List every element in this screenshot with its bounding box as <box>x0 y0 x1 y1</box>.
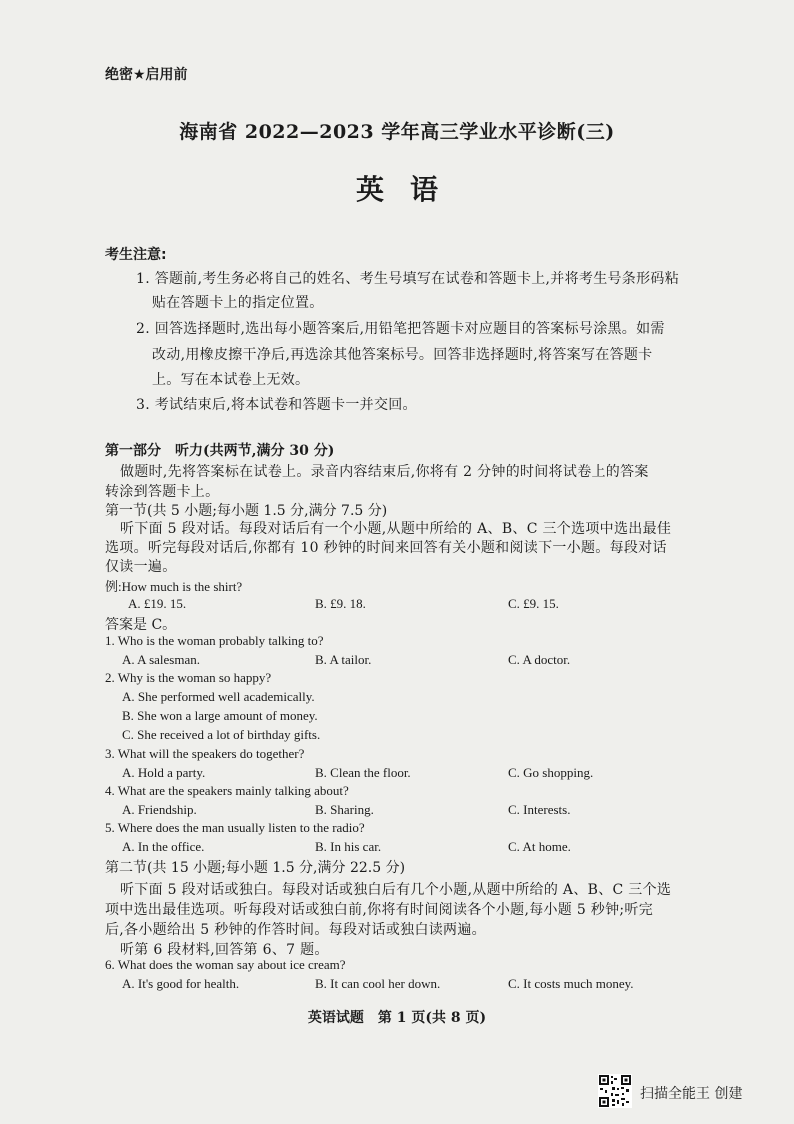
notice-line: 上。写在本试卷上无效。 <box>152 372 310 388</box>
question-4: 4. What are the speakers mainly talking about? <box>105 783 349 798</box>
option-b: B. It can cool her down. <box>315 976 441 991</box>
option-c: C. Interests. <box>508 802 571 817</box>
option-c: C. A doctor. <box>508 652 571 667</box>
section2-instruction: 听下面 5 段对话或独白。每段对话或独白后有几个小题,从题中所给的 A、B、C 三个选 <box>120 882 672 898</box>
scanner-watermark: 扫描全能王 创建 <box>640 1086 743 1102</box>
option-b: B. In his car. <box>315 839 382 854</box>
secret-label: 绝密★启用前 <box>105 67 188 83</box>
notice-line: 1. 答题前,考生务必将自己的姓名、考生号填写在试卷和答题卡上,并将考生号条形码粘 <box>136 271 680 287</box>
option-a: A. Hold a party. <box>122 765 206 780</box>
option-b: B. Clean the floor. <box>315 765 411 780</box>
section2-instruction: 后,各小题给出 5 秒钟的作答时间。每段对话或独白读两遍。 <box>105 922 486 938</box>
section1-instruction: 选项。听完每段对话后,你都有 10 秒钟的时间来回答有关小题和阅读下一小题。每段对话 <box>105 540 667 556</box>
notice-line: 2. 回答选择题时,选出每小题答案后,用铅笔把答题卡对应题目的答案标号涂黑。如需 <box>136 321 665 337</box>
qr-code-icon <box>598 1074 632 1108</box>
section2-heading: 第二节(共 15 小题;每小题 1.5 分,满分 22.5 分) <box>105 860 406 876</box>
page-footer: 英语试题 第 1 页(共 8 页) <box>307 1010 487 1026</box>
part1-heading: 第一部分 听力(共两节,满分 30 分) <box>105 443 335 459</box>
option-c: C. Go shopping. <box>508 765 594 780</box>
example-answer: 答案是 C。 <box>105 617 177 633</box>
option-c: C. It costs much money. <box>508 976 634 991</box>
option-a: A. Friendship. <box>122 802 197 817</box>
question-6: 6. What does the woman say about ice cream? <box>105 957 346 972</box>
example-question: 例:How much is the shirt? <box>105 579 243 594</box>
option-a: A. She performed well academically. <box>122 689 315 704</box>
option-a: A. A salesman. <box>122 652 200 667</box>
option-a: A. It's good for health. <box>122 976 240 991</box>
option-b: B. She won a large amount of money. <box>122 708 318 723</box>
option-c: C. At home. <box>508 839 571 854</box>
question-2: 2. Why is the woman so happy? <box>105 670 272 685</box>
notice-heading: 考生注意: <box>105 247 167 263</box>
intro-line: 做题时,先将答案标在试卷上。录音内容结束后,你将有 2 分钟的时间将试卷上的答案 <box>120 464 649 480</box>
question-1: 1. Who is the woman probably talking to? <box>105 633 324 648</box>
example-option-c: C. £9. 15. <box>508 596 559 611</box>
section1-instruction: 听下面 5 段对话。每段对话后有一个小题,从题中所给的 A、B、C 三个选项中选出最佳 <box>120 521 672 537</box>
subject-title: 英语 <box>355 173 464 206</box>
option-c: C. She received a lot of birthday gifts. <box>122 727 321 742</box>
intro-line: 转涂到答题卡上。 <box>105 484 220 500</box>
question-3: 3. What will the speakers do together? <box>105 746 305 761</box>
material-instruction: 听第 6 段材料,回答第 6、7 题。 <box>120 942 329 958</box>
exam-title: 海南省 2022—2023 学年高三学业水平诊断(三) <box>179 121 615 143</box>
section1-instruction: 仅读一遍。 <box>105 559 177 575</box>
section2-instruction: 项中选出最佳选项。听每段对话或独白前,你将有时间阅读各个小题,每小题 5 秒钟;听完 <box>105 902 654 918</box>
example-option-a: A. £19. 15. <box>128 596 187 611</box>
notice-line: 贴在答题卡上的指定位置。 <box>152 295 324 311</box>
option-a: A. In the office. <box>122 839 205 854</box>
question-5: 5. Where does the man usually listen to the radio? <box>105 820 365 835</box>
option-b: B. Sharing. <box>315 802 374 817</box>
example-option-b: B. £9. 18. <box>315 596 366 611</box>
notice-line: 3. 考试结束后,将本试卷和答题卡一并交回。 <box>136 397 417 413</box>
option-b: B. A tailor. <box>315 652 372 667</box>
notice-line: 改动,用橡皮擦干净后,再选涂其他答案标号。回答非选择题时,将答案写在答题卡 <box>152 347 653 363</box>
section1-heading: 第一节(共 5 小题;每小题 1.5 分,满分 7.5 分) <box>105 503 388 519</box>
